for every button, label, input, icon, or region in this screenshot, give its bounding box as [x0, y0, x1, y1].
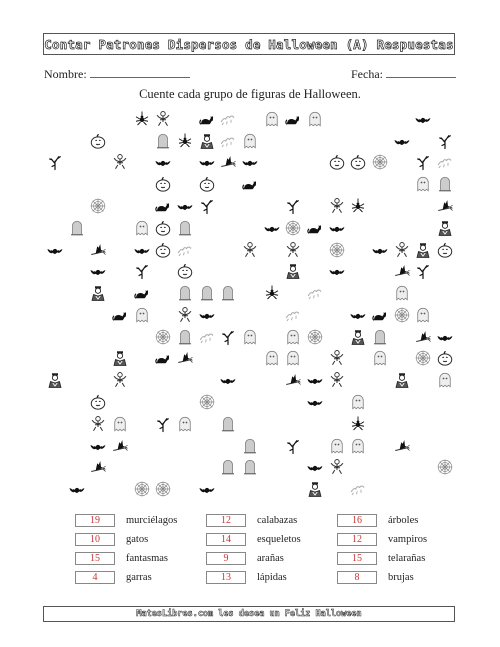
answer-count: 15 — [75, 552, 115, 565]
spider-web-icon — [371, 153, 389, 171]
skeleton-icon — [241, 241, 259, 259]
bat-icon — [263, 219, 281, 237]
answer-count: 14 — [206, 533, 246, 546]
pumpkin-icon — [436, 349, 454, 367]
skeleton-icon — [111, 371, 129, 389]
answer-count: 4 — [75, 571, 115, 584]
vampire-icon — [436, 219, 454, 237]
answer-label: calabazas — [257, 515, 298, 526]
spider-web-icon — [154, 328, 172, 346]
ghost-icon — [306, 110, 324, 128]
cat-icon — [133, 284, 151, 302]
tombstone-icon — [219, 284, 237, 302]
bat-icon — [393, 132, 411, 150]
answer-count: 16 — [337, 514, 377, 527]
footer-text: MatesLibres.com les desea un Feliz Halloween — [136, 609, 362, 619]
worksheet-title: Contar Patrones Dispersos de Halloween (A) Respuestas — [44, 36, 454, 52]
claw-icon — [198, 328, 216, 346]
bat-icon — [133, 241, 151, 259]
answer-label: esqueletos — [257, 534, 301, 545]
spider-web-icon — [393, 306, 411, 324]
skeleton-icon — [328, 349, 346, 367]
witch-icon — [414, 328, 432, 346]
answer-count: 19 — [75, 514, 115, 527]
bat-icon — [436, 328, 454, 346]
cat-icon — [154, 349, 172, 367]
cat-icon — [111, 306, 129, 324]
vampire-icon — [111, 349, 129, 367]
answer-label: vampiros — [388, 534, 428, 545]
bat-icon — [306, 458, 324, 476]
skeleton-icon — [154, 110, 172, 128]
spider-icon — [263, 284, 281, 302]
ghost-icon — [133, 306, 151, 324]
ghost-icon — [349, 393, 367, 411]
answer-count: 9 — [206, 552, 246, 565]
answer-label: lápidas — [257, 572, 287, 583]
ghost-icon — [414, 306, 432, 324]
vampire-icon — [349, 328, 367, 346]
ghost-icon — [349, 437, 367, 455]
tombstone-icon — [219, 415, 237, 433]
claw-icon — [219, 132, 237, 150]
answer-label: arañas — [257, 553, 284, 564]
tombstone-icon — [198, 284, 216, 302]
answer-count: 12 — [206, 514, 246, 527]
ghost-icon — [284, 349, 302, 367]
bat-icon — [198, 153, 216, 171]
answer-count: 8 — [337, 571, 377, 584]
answer-count: 10 — [75, 533, 115, 546]
vampire-icon — [89, 284, 107, 302]
cat-icon — [154, 197, 172, 215]
tree-icon — [414, 153, 432, 171]
tombstone-icon — [176, 284, 194, 302]
bat-icon — [46, 241, 64, 259]
pumpkin-icon — [176, 262, 194, 280]
witch-icon — [111, 437, 129, 455]
skeleton-icon — [111, 153, 129, 171]
claw-icon — [284, 306, 302, 324]
bat-icon — [89, 262, 107, 280]
witch-icon — [89, 458, 107, 476]
vampire-icon — [393, 371, 411, 389]
ghost-icon — [241, 328, 259, 346]
instructions: Cuente cada grupo de figuras de Halloween. — [139, 87, 361, 101]
answer-label: brujas — [388, 572, 414, 583]
witch-icon — [89, 241, 107, 259]
cat-icon — [284, 110, 302, 128]
spider-web-icon — [154, 480, 172, 498]
bat-icon — [306, 393, 324, 411]
spider-web-icon — [436, 458, 454, 476]
tombstone-icon — [176, 219, 194, 237]
bat-icon — [306, 371, 324, 389]
spider-web-icon — [284, 219, 302, 237]
claw-icon — [176, 241, 194, 259]
spider-web-icon — [328, 241, 346, 259]
ghost-icon — [371, 349, 389, 367]
ghost-icon — [111, 415, 129, 433]
ghost-icon — [414, 175, 432, 193]
figures-area — [44, 108, 456, 500]
ghost-icon — [284, 328, 302, 346]
date-field — [351, 66, 456, 82]
footer-box — [43, 606, 455, 622]
spider-icon — [349, 415, 367, 433]
tree-icon — [284, 197, 302, 215]
claw-icon — [306, 284, 324, 302]
skeleton-icon — [393, 241, 411, 259]
pumpkin-icon — [328, 153, 346, 171]
skeleton-icon — [328, 458, 346, 476]
spider-web-icon — [133, 480, 151, 498]
pumpkin-icon — [154, 219, 172, 237]
bat-icon — [89, 437, 107, 455]
bat-icon — [198, 306, 216, 324]
name-line[interactable] — [90, 66, 190, 78]
name-field — [44, 66, 190, 82]
tree-icon — [154, 415, 172, 433]
tombstone-icon — [176, 328, 194, 346]
pumpkin-icon — [198, 175, 216, 193]
date-line[interactable] — [386, 66, 456, 78]
spider-icon — [133, 110, 151, 128]
spider-web-icon — [306, 328, 324, 346]
cat-icon — [241, 175, 259, 193]
answer-label: murciélagos — [126, 515, 178, 526]
vampire-icon — [46, 371, 64, 389]
claw-icon — [219, 110, 237, 128]
bat-icon — [349, 306, 367, 324]
tombstone-icon — [154, 132, 172, 150]
bat-icon — [68, 480, 86, 498]
pumpkin-icon — [436, 241, 454, 259]
answer-count: 12 — [337, 533, 377, 546]
date-label: Fecha: — [351, 67, 383, 81]
tree-icon — [436, 132, 454, 150]
skeleton-icon — [328, 197, 346, 215]
spider-icon — [349, 197, 367, 215]
tombstone-icon — [436, 175, 454, 193]
pumpkin-icon — [349, 153, 367, 171]
claw-icon — [436, 153, 454, 171]
bat-icon — [328, 262, 346, 280]
vampire-icon — [284, 262, 302, 280]
spider-web-icon — [414, 349, 432, 367]
pumpkin-icon — [154, 175, 172, 193]
tree-icon — [414, 262, 432, 280]
bat-icon — [414, 110, 432, 128]
cat-icon — [371, 306, 389, 324]
answer-label: árboles — [388, 515, 419, 526]
bat-icon — [198, 480, 216, 498]
answer-label: gatos — [126, 534, 149, 545]
answer-count: 13 — [206, 571, 246, 584]
skeleton-icon — [328, 371, 346, 389]
vampire-icon — [414, 241, 432, 259]
name-label: Nombre: — [44, 67, 87, 81]
bat-icon — [154, 153, 172, 171]
vampire-icon — [198, 132, 216, 150]
answer-label: garras — [126, 572, 152, 583]
spider-web-icon — [89, 197, 107, 215]
spider-icon — [176, 132, 194, 150]
ghost-icon — [263, 349, 281, 367]
tombstone-icon — [241, 458, 259, 476]
tree-icon — [133, 262, 151, 280]
spider-web-icon — [198, 393, 216, 411]
tree-icon — [46, 153, 64, 171]
worksheet-title-box — [43, 33, 455, 55]
skeleton-icon — [89, 415, 107, 433]
tree-icon — [219, 328, 237, 346]
skeleton-icon — [176, 306, 194, 324]
skeleton-icon — [284, 241, 302, 259]
bat-icon — [219, 371, 237, 389]
pumpkin-icon — [89, 132, 107, 150]
bat-icon — [371, 241, 389, 259]
ghost-icon — [263, 110, 281, 128]
bat-icon — [241, 153, 259, 171]
witch-icon — [219, 153, 237, 171]
pumpkin-icon — [154, 241, 172, 259]
answer-count: 15 — [337, 552, 377, 565]
tombstone-icon — [219, 458, 237, 476]
witch-icon — [284, 371, 302, 389]
answer-label: telarañas — [388, 553, 426, 564]
tombstone-icon — [371, 328, 389, 346]
ghost-icon — [241, 132, 259, 150]
tree-icon — [198, 197, 216, 215]
cat-icon — [198, 110, 216, 128]
cat-icon — [306, 219, 324, 237]
bat-icon — [328, 219, 346, 237]
vampire-icon — [306, 480, 324, 498]
ghost-icon — [436, 371, 454, 389]
ghost-icon — [176, 415, 194, 433]
ghost-icon — [133, 219, 151, 237]
answer-label: fantasmas — [126, 553, 168, 564]
ghost-icon — [328, 437, 346, 455]
tombstone-icon — [68, 219, 86, 237]
witch-icon — [393, 262, 411, 280]
claw-icon — [349, 480, 367, 498]
tree-icon — [284, 437, 302, 455]
witch-icon — [436, 197, 454, 215]
witch-icon — [393, 437, 411, 455]
ghost-icon — [393, 284, 411, 302]
bat-icon — [176, 197, 194, 215]
pumpkin-icon — [89, 393, 107, 411]
witch-icon — [176, 349, 194, 367]
tombstone-icon — [241, 437, 259, 455]
